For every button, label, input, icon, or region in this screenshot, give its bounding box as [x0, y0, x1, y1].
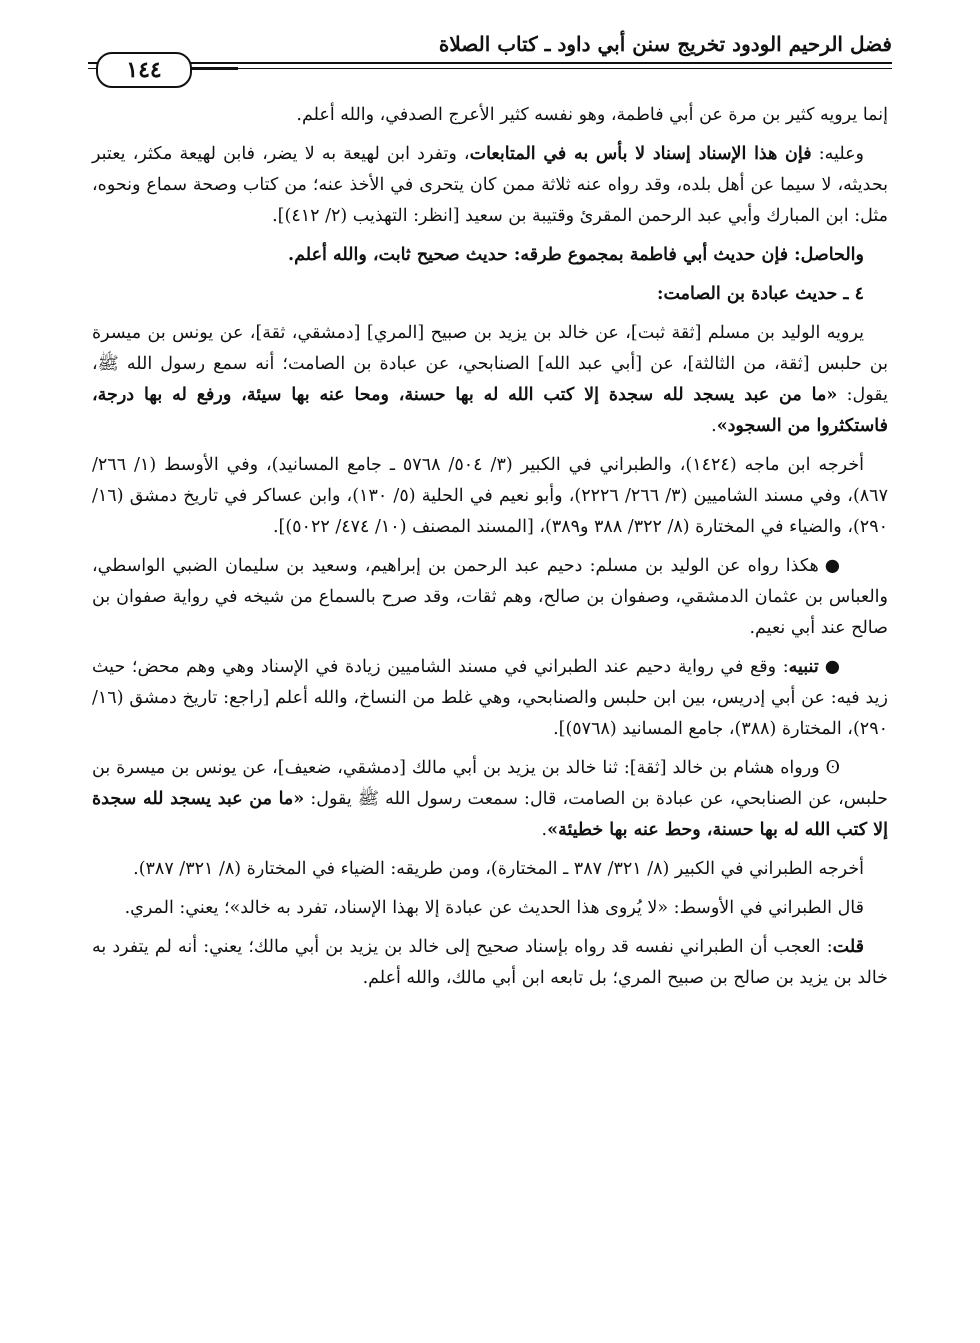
paragraph — [92, 652, 888, 745]
bold-text: فإن هذا الإسناد إسناد لا بأس به في المتابعات — [469, 144, 812, 164]
bold-text: تنبيه — [788, 657, 819, 677]
text-segment: وعليه: — [811, 144, 865, 164]
text-segment: : وقع في رواية دحيم عند الطبراني في مسند الشاميين زيادة في الإسناد وهي وهم محض؛ حيث زيد فيه: عن أبي إدريس، بين ابن حلبس والصنابحي، وهي غلط من النساخ، والله أعلم [راجع: تاريخ دمشق (١٦/ ٢٩٠)، المختارة (٣٨٨)، جامع المسانيد (٥٧٦٨)]. — [92, 657, 888, 739]
running-title: فضل الرحيم الودود تخريج سنن أبي داود ـ كتاب الصلاة — [438, 32, 892, 56]
paragraph — [92, 932, 888, 994]
header-rule — [88, 62, 892, 64]
paragraph — [92, 854, 888, 885]
bold-text: والحاصل: فإن حديث أبي فاطمة بمجموع طرقه: حديث صحيح ثابت، والله أعلم. — [288, 245, 864, 265]
page-number: ١٤٤ — [126, 57, 162, 83]
bullet-icon: ʘ — [825, 758, 840, 778]
text-segment: : العجب أن الطبراني نفسه قد رواه بإسناد صحيح إلى خالد بن يزيد بن أبي مالك؛ يعني: أنه لم يتفرد به خالد بن يزيد بن صالح بن صبيح المري؛ بل تابعه ابن أبي مالك، والله أعلم. — [92, 937, 888, 988]
paragraph — [92, 100, 888, 131]
page-number-badge — [96, 52, 192, 88]
bullet-icon: ● — [824, 556, 840, 576]
bullet-icon: ● — [824, 657, 840, 677]
text-segment: إنما يرويه كثير بن مرة عن أبي فاطمة، وهو نفسه كثير الأعرج الصدفي، والله أعلم. — [296, 105, 888, 125]
page-body — [92, 100, 888, 1002]
paragraph — [92, 551, 888, 644]
paragraph — [92, 893, 888, 924]
paragraph — [92, 139, 888, 232]
text-segment: أخرجه ابن ماجه (١٤٢٤)، والطبراني في الكبير (٣/ ٥٠٤/ ٥٧٦٨ ـ جامع المسانيد)، وفي الأوسط (١/ ٢٦٦/ ٨٦٧)، وفي مسند الشاميين (٣/ ٢٦٦/ ٢٢٢٦)، وأبو نعيم في الحلية (٥/ ١٣٠)، وابن عساكر في تاريخ دمشق (١٦/ ٢٩٠)، والضياء في المختارة (٨/ ٣٢٢/ ٣٨٨ و٣٨٩)، [المسند المصنف (١٠/ ٤٧٤/ ٥٠٢٢)]. — [92, 455, 888, 537]
text-segment: ، وتفرد ابن لهيعة به لا يضر، فابن لهيعة مكثر، يعتبر بحديثه، لا سيما عن أهل بلده، وقد رواه عنه ثلاثة ممن كان يتحرى في الأخذ عنه؛ من كتاب وصحة سماع ونحوه، مثل: ابن المبارك وأبي عبد الرحمن المقرئ وقتيبة بن سعيد [انظر: التهذيب (٢/ ٤١٢)]. — [92, 144, 888, 226]
text-segment: ورواه هشام بن خالد [ثقة]: ثنا خالد بن يزيد بن أبي مالك [دمشقي، ضعيف]، عن يونس بن ميسرة بن حلبس، عن الصنابحي، عن عبادة بن الصامت، قال: سمعت رسول الله ﷺ يقول: — [92, 758, 888, 809]
text-segment: قال الطبراني في الأوسط: «لا يُروى هذا الحديث عن عبادة إلا بهذا الإسناد، تفرد به خالد»؛ يعني: المري. — [124, 898, 864, 918]
bold-text: «ما من عبد يسجد لله سجدة إلا كتب الله له بها حسنة، ومحا عنه بها سيئة، ورفع له بها درجة، فاستكثروا من السجود» — [92, 385, 888, 436]
text-segment: . — [711, 416, 717, 436]
badge-ornament — [188, 67, 238, 70]
text-segment: يرويه الوليد بن مسلم [ثقة ثبت]، عن خالد بن يزيد بن صبيح [المري] [دمشقي، ثقة]، عن يونس بن ميسرة بن حلبس [ثقة، من الثالثة]، عن [أبي عبد الله] الصنابحي، عن عبادة بن الصامت؛ أنه سمع رسول الله ﷺ، يقول: — [92, 323, 889, 405]
text-segment: . — [541, 820, 548, 840]
paragraph — [92, 753, 888, 846]
bold-text: «ما من عبد يسجد لله سجدة إلا كتب الله له بها حسنة، وحط عنه بها خطيئة» — [92, 789, 888, 840]
paragraph — [92, 279, 888, 310]
paragraph — [92, 240, 888, 271]
text-segment: هكذا رواه عن الوليد بن مسلم: دحيم عبد الرحمن بن إبراهيم، وسعيد بن سليمان الضبي الواسطي، والعباس بن عثمان الدمشقي، وصفوان بن صالح، وهم ثقات، وقد صرح بالسماع من شيخه في رواية صفوان بن صالح عند أبي نعيم. — [92, 556, 888, 638]
bold-text: قلت — [832, 937, 864, 957]
paragraph — [92, 318, 888, 442]
bold-text: ٤ ـ حديث عبادة بن الصامت: — [657, 284, 864, 304]
text-segment: أخرجه الطبراني في الكبير (٨/ ٣٢١/ ٣٨٧ ـ المختارة)، ومن طريقه: الضياء في المختارة (٨/ ٣٢١/ ٣٨٧). — [133, 859, 864, 879]
paragraph — [92, 450, 888, 543]
page-header — [88, 24, 892, 88]
